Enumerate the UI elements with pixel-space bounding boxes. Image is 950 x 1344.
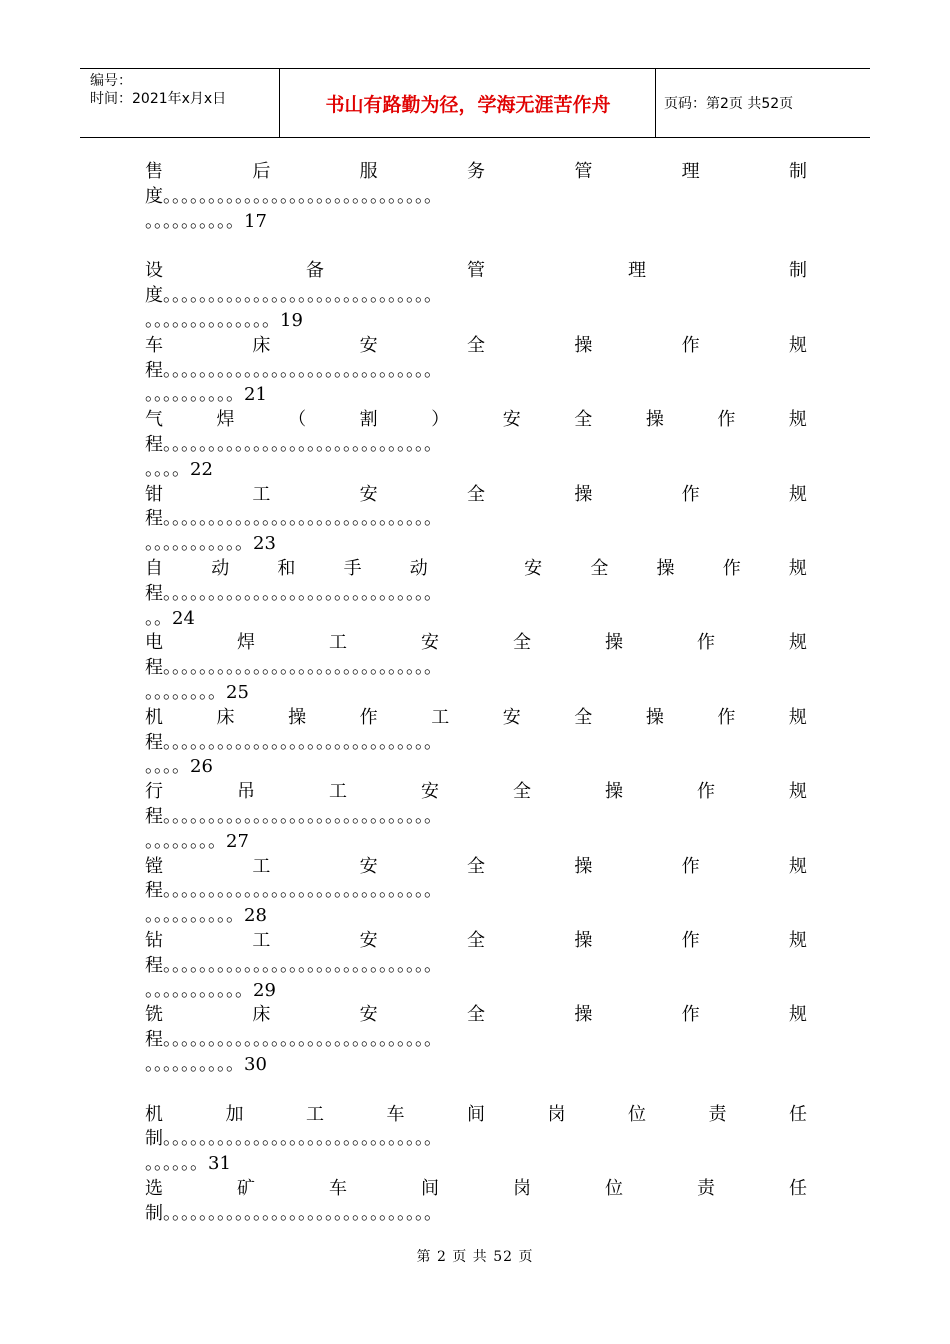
title-char: 安 xyxy=(359,483,378,505)
title-char: 作 xyxy=(717,409,736,431)
title-char: 备 xyxy=(306,260,324,282)
title-char: 全 xyxy=(466,929,485,951)
title-char: 规 xyxy=(788,706,807,728)
title-char: 操 xyxy=(574,1004,593,1026)
title-char: 制 xyxy=(788,161,807,182)
title-char: 规 xyxy=(788,1004,807,1026)
title-char: 务 xyxy=(466,161,485,182)
time-label: 时间：2021年x月x日 xyxy=(90,91,227,107)
toc-entry[interactable] xyxy=(145,780,807,854)
title-char: 作 xyxy=(681,855,700,877)
toc-entry-title xyxy=(145,483,807,508)
title-char: 安 xyxy=(502,409,521,431)
title-char: 车 xyxy=(145,334,163,356)
title-char: 工 xyxy=(329,632,347,654)
title-char: 全 xyxy=(513,781,531,803)
toc-entry-page-number: 。。。。。。。。。。30 xyxy=(145,1053,267,1075)
toc-entry-leader: 程。。。。。。。。。。。。。。。。。。。。。。。。。。。。。。 xyxy=(145,433,442,455)
title-char: 焊 xyxy=(216,409,235,431)
toc-entry[interactable] xyxy=(145,631,807,705)
toc-entry-title xyxy=(145,631,807,656)
title-char: 和 xyxy=(277,557,296,579)
title-char: 规 xyxy=(788,929,807,951)
title-char: 规 xyxy=(788,409,807,431)
title-char: 理 xyxy=(628,260,646,282)
title-char: 操 xyxy=(605,781,623,803)
toc-entry-leader: 程。。。。。。。。。。。。。。。。。。。。。。。。。。。。。。 xyxy=(145,359,442,381)
toc-entry-title xyxy=(145,334,807,359)
toc-entry[interactable] xyxy=(145,929,807,1003)
title-char: 操 xyxy=(656,557,675,579)
title-char: 操 xyxy=(574,483,593,505)
title-char: ） xyxy=(431,409,450,431)
title-char: 机 xyxy=(145,706,163,728)
toc-entry-leader: 程。。。。。。。。。。。。。。。。。。。。。。。。。。。。。。 xyxy=(145,508,442,530)
title-char: 任 xyxy=(789,1178,807,1200)
title-char: 安 xyxy=(359,929,378,951)
toc-entry-leader: 程。。。。。。。。。。。。。。。。。。。。。。。。。。。。。。 xyxy=(145,582,442,604)
toc-entry-leader: 程。。。。。。。。。。。。。。。。。。。。。。。。。。。。。。 xyxy=(145,880,442,902)
title-char: 作 xyxy=(681,483,700,505)
title-char: 间 xyxy=(421,1178,439,1200)
title-char: 作 xyxy=(681,929,700,951)
title-char: 规 xyxy=(789,781,807,803)
toc-entry-page-number: 。。。。。。。。。。。23 xyxy=(145,533,276,555)
toc-entry-page-number: 。。24 xyxy=(145,607,195,629)
title-char: 气 xyxy=(145,409,163,431)
toc-entry-leader: 度。。。。。。。。。。。。。。。。。。。。。。。。。。。。。。 xyxy=(145,285,442,307)
title-char: 制 xyxy=(789,260,807,282)
title-char: 安 xyxy=(359,855,378,877)
toc-entry-leader: 程。。。。。。。。。。。。。。。。。。。。。。。。。。。。。。 xyxy=(145,1029,442,1051)
toc-entry-title xyxy=(145,706,807,731)
title-char: 加 xyxy=(225,1103,244,1125)
title-char: 规 xyxy=(788,557,807,579)
toc-entry-title xyxy=(145,1003,807,1028)
title-char: 电 xyxy=(145,632,163,654)
title-char: 作 xyxy=(697,781,715,803)
title-char: 作 xyxy=(722,557,741,579)
toc-entry-page-number: 。。。。。。。。。。。29 xyxy=(145,979,276,1001)
title-char: 规 xyxy=(788,483,807,505)
toc-spacer xyxy=(145,1078,807,1103)
title-char: 售 xyxy=(145,161,163,182)
toc-entry-leader: 程。。。。。。。。。。。。。。。。。。。。。。。。。。。。。。 xyxy=(145,805,442,827)
toc-spacer xyxy=(145,234,807,259)
title-char: 操 xyxy=(574,929,593,951)
title-char: 管 xyxy=(574,161,593,182)
title-char: 工 xyxy=(252,855,271,877)
title-char: 位 xyxy=(628,1103,646,1125)
title-char: 作 xyxy=(717,706,736,728)
toc-entry[interactable] xyxy=(145,1003,807,1077)
title-char: 全 xyxy=(466,855,485,877)
toc-entry-leader: 程。。。。。。。。。。。。。。。。。。。。。。。。。。。。。。 xyxy=(145,657,442,679)
toc-entry-title xyxy=(145,1103,807,1128)
toc-entry[interactable] xyxy=(145,1177,807,1227)
title-char: 全 xyxy=(590,557,609,579)
header-meta xyxy=(80,69,280,137)
title-char: 规 xyxy=(789,632,807,654)
toc-entry-title xyxy=(145,408,807,433)
title-char: （ xyxy=(288,409,307,431)
toc-entry[interactable] xyxy=(145,259,807,333)
title-char: 责 xyxy=(697,1178,715,1200)
header-page-info: 页码：第2页 共52页 xyxy=(664,96,794,112)
toc-entry[interactable] xyxy=(145,408,807,482)
title-char: 操 xyxy=(605,632,623,654)
toc-entry-title xyxy=(145,780,807,805)
toc-entry-title xyxy=(145,259,807,284)
title-char: 操 xyxy=(288,706,307,728)
toc-entry[interactable] xyxy=(145,160,807,234)
title-char: 铣 xyxy=(145,1004,163,1026)
title-char: 服 xyxy=(359,161,378,182)
title-char: 车 xyxy=(329,1178,347,1200)
page-footer: 第 2 页 共 52 页 xyxy=(416,1249,534,1265)
table-of-contents xyxy=(145,160,807,1227)
title-char: 焊 xyxy=(237,632,255,654)
title-char: 工 xyxy=(252,929,271,951)
title-char: 机 xyxy=(145,1103,163,1125)
title-char: 钻 xyxy=(145,929,163,951)
toc-entry-page-number: 。。。。22 xyxy=(145,458,213,480)
title-char: 行 xyxy=(145,781,163,803)
toc-entry-page-number: 。。。。。。。。。。17 xyxy=(145,210,267,232)
title-char: 床 xyxy=(252,1004,271,1026)
title-char: 岗 xyxy=(513,1178,531,1200)
header-motto: 书山有路勤为径，学海无涯苦作舟 xyxy=(281,69,656,137)
toc-entry[interactable] xyxy=(145,557,807,631)
title-char: 安 xyxy=(524,557,543,579)
toc-entry-page-number: 。。。。。。。。。。28 xyxy=(145,905,267,927)
title-char: 安 xyxy=(359,1004,378,1026)
toc-entry-leader: 制。。。。。。。。。。。。。。。。。。。。。。。。。。。。。。 xyxy=(145,1202,442,1224)
toc-entry[interactable] xyxy=(145,334,807,408)
title-char: 责 xyxy=(708,1103,727,1125)
title-char: 位 xyxy=(605,1178,623,1200)
toc-entry[interactable] xyxy=(145,1103,807,1177)
page-header xyxy=(80,68,870,138)
title-char: 间 xyxy=(467,1103,485,1125)
title-char: 管 xyxy=(467,260,485,282)
toc-entry-leader: 程。。。。。。。。。。。。。。。。。。。。。。。。。。。。。。 xyxy=(145,954,442,976)
toc-entry-title xyxy=(145,1177,807,1202)
toc-entry-page-number: 。。。。26 xyxy=(145,756,213,778)
number-label: 编号： xyxy=(90,73,132,89)
toc-entry-page-number: 。。。。。。。。27 xyxy=(145,830,249,852)
title-char: 工 xyxy=(306,1103,324,1125)
toc-entry-leader: 制。。。。。。。。。。。。。。。。。。。。。。。。。。。。。。 xyxy=(145,1128,442,1150)
toc-entry[interactable] xyxy=(145,706,807,780)
title-char: 床 xyxy=(216,706,235,728)
toc-entry-page-number: 。。。。。。。。。。21 xyxy=(145,384,267,406)
title-char: 动 xyxy=(409,557,428,579)
title-char: 操 xyxy=(645,409,664,431)
title-char: 割 xyxy=(359,409,378,431)
toc-entry-title xyxy=(145,855,807,880)
title-char: 规 xyxy=(788,855,807,877)
toc-entry-leader: 度。。。。。。。。。。。。。。。。。。。。。。。。。。。。。。 xyxy=(145,185,442,207)
title-char: 后 xyxy=(252,161,271,182)
title-char: 操 xyxy=(574,855,593,877)
title-char: 工 xyxy=(431,706,450,728)
title-char: 安 xyxy=(421,632,439,654)
title-char: 设 xyxy=(145,260,163,282)
title-char: 矿 xyxy=(237,1178,255,1200)
title-char: 作 xyxy=(697,632,715,654)
title-char: 床 xyxy=(252,334,271,356)
title-char: 作 xyxy=(681,1004,700,1026)
title-char: 规 xyxy=(788,334,807,356)
title-char: 自 xyxy=(145,557,163,579)
toc-entry-title xyxy=(145,929,807,954)
title-char: 全 xyxy=(466,1004,485,1026)
title-char: 作 xyxy=(359,706,378,728)
toc-entry-page-number: 。。。。。。31 xyxy=(145,1153,231,1175)
title-char: 吊 xyxy=(237,781,255,803)
title-char: 理 xyxy=(681,161,700,182)
toc-entry-leader: 程。。。。。。。。。。。。。。。。。。。。。。。。。。。。。。 xyxy=(145,731,442,753)
title-char: 安 xyxy=(359,334,378,356)
title-char: 安 xyxy=(421,781,439,803)
title-char: 安 xyxy=(502,706,521,728)
title-char: 任 xyxy=(789,1103,807,1125)
title-char: 选 xyxy=(145,1178,163,1200)
title-char: 全 xyxy=(574,706,593,728)
title-char: 工 xyxy=(252,483,271,505)
title-char: 手 xyxy=(343,557,362,579)
title-char: 全 xyxy=(466,483,485,505)
title-char: 作 xyxy=(681,334,700,356)
title-char: 全 xyxy=(513,632,531,654)
title-char: 车 xyxy=(386,1103,405,1125)
title-char: 镗 xyxy=(145,855,163,877)
title-char: 动 xyxy=(211,557,230,579)
title-char: 工 xyxy=(329,781,347,803)
toc-entry-title xyxy=(145,557,807,582)
toc-entry[interactable] xyxy=(145,855,807,929)
title-char: 全 xyxy=(466,334,485,356)
title-char: 操 xyxy=(645,706,664,728)
title-char: 钳 xyxy=(145,483,163,505)
toc-entry-title xyxy=(145,160,807,185)
title-char: 岗 xyxy=(547,1103,566,1125)
toc-entry[interactable] xyxy=(145,483,807,557)
title-char: 操 xyxy=(574,334,593,356)
toc-entry-page-number: 。。。。。。。。25 xyxy=(145,681,249,703)
title-char: 全 xyxy=(574,409,593,431)
toc-entry-page-number: 。。。。。。。。。。。。。。19 xyxy=(145,309,303,331)
